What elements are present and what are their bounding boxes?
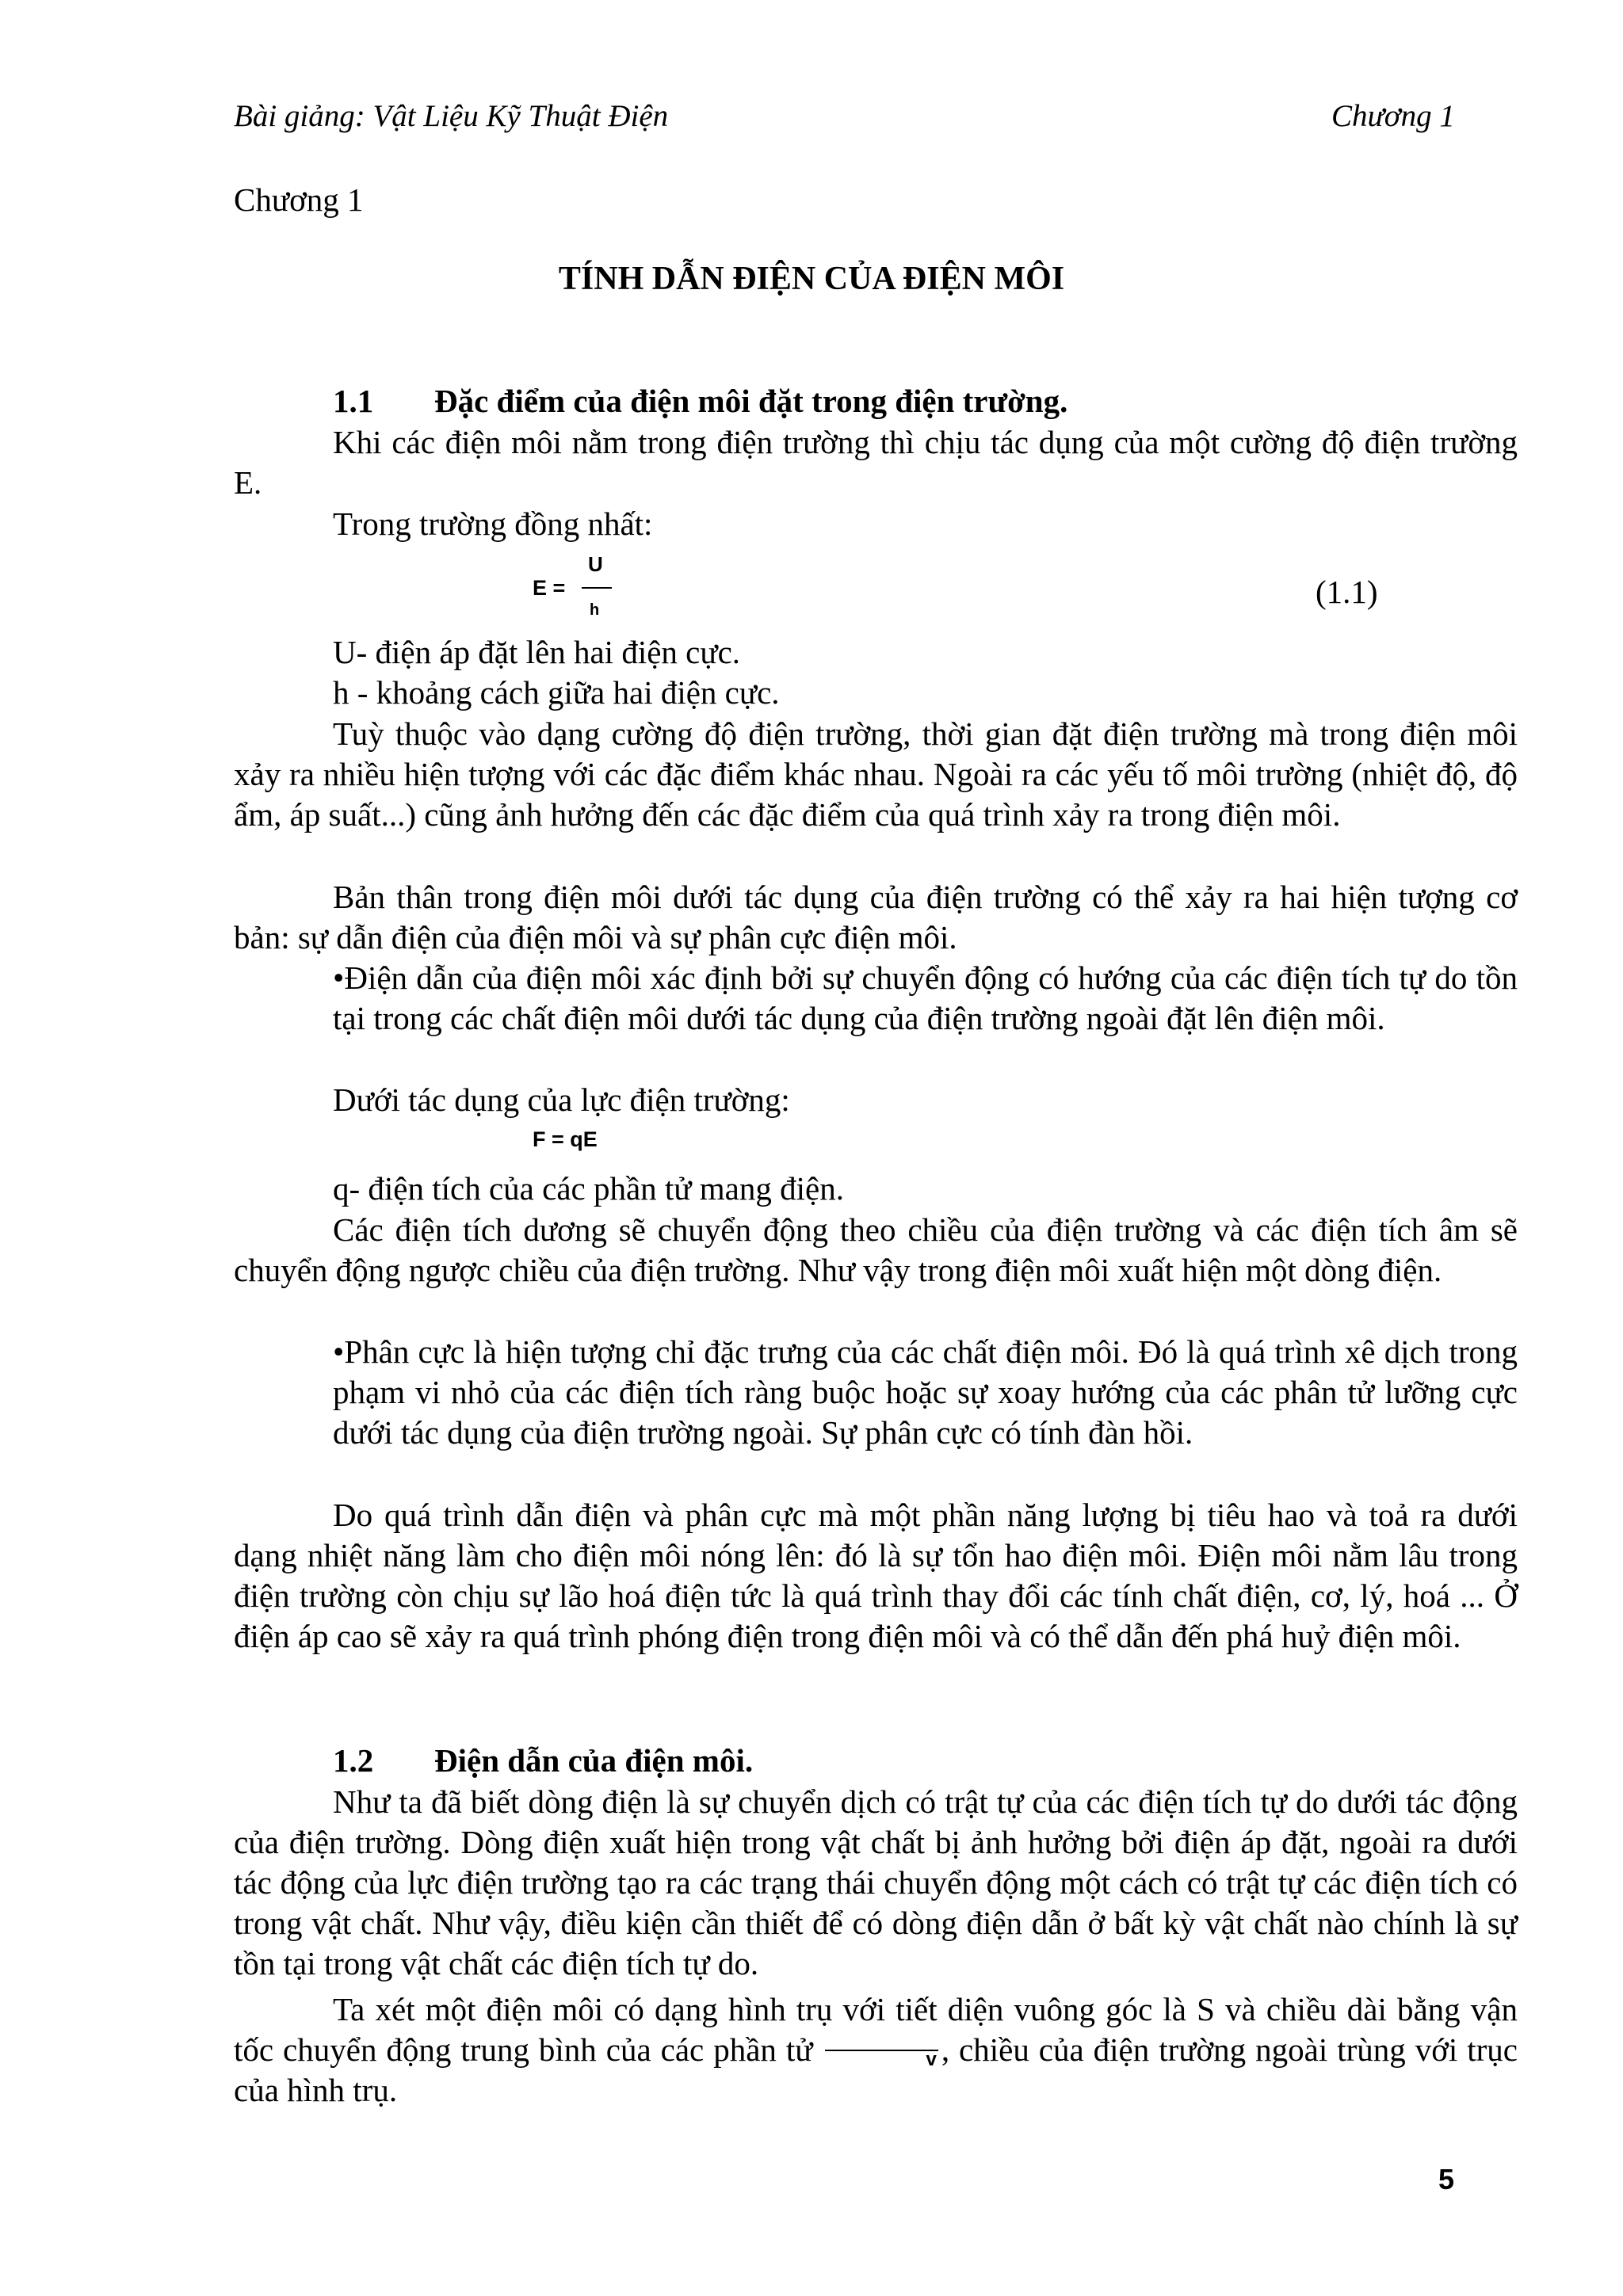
s1-paragraph-1: Khi các điện môi nằm trong điện trường thì chịu tác dụng của một cường độ điện trường E. — [234, 424, 1518, 501]
v-bar-symbol: v — [825, 2050, 938, 2069]
header-chapter: Chương 1 — [1331, 99, 1455, 133]
equation-force: F = qE — [533, 1127, 598, 1151]
page-number: 5 — [1438, 2163, 1455, 2195]
bullet-conduction: •Điện dẫn của điện môi xác định bởi sự chuyển động có hướng của các điện tích tự do tồn tại trong các chất điện môi dưới tác dụng của điện trường ngoài đặt lên điện môi. — [333, 959, 1518, 1036]
chapter-label: Chương 1 — [234, 181, 364, 218]
equation-numerator: U — [588, 552, 603, 576]
s2-paragraph-1: Như ta đã biết dòng điện là sự chuyển dịch có trật tự của các điện tích tự do dưới tác động của điện trường. Dòng điện xuất hiện trong vật chất bị ảnh hưởng bởi điện áp đặt, ngoài ra dưới tác động của lực điện trường tạo ra các trạng thái chuyển động một cách có trật tự các điện tích có trong vật chất. Như vậy, điều kiện cần thiết để có dòng điện dẫn ở bất kỳ vật chất nào chính là sự tồn tại trong vật chất các điện tích tự do. — [234, 1783, 1518, 1981]
section-2-title: Điện dẫn của điện môi. — [434, 1742, 754, 1779]
s1-paragraph-4: Bản thân trong điện môi dưới tác dụng của điện trường có thể xảy ra hai hiện tượng cơ bản: sự dẫn điện của điện môi và sự phân cực điện môi. — [234, 879, 1518, 955]
s1-paragraph-uniform: Trong trường đồng nhất: — [333, 505, 653, 542]
section-1-title: Đặc điểm của điện môi đặt trong điện trường. — [434, 383, 1068, 419]
s1-paragraph-7: Do quá trình dẫn điện và phân cực mà một phần năng lượng bị tiêu hao và toả ra dưới dạng nhiệt năng làm cho điện môi nóng lên: đó là sự tổn hao điện môi. Điện môi nằm lâu trong điện trường còn chịu sự lão hoá điện tức là quá trình thay đổi các tính chất điện, cơ, lý, hoá ... Ở điện áp cao sẽ xảy ra quá trình phóng điện trong điện môi và có thể dẫn đến phá huỷ điện môi. — [234, 1497, 1518, 1654]
s2-paragraph-2 — [234, 1989, 1518, 2111]
def-h: h - khoảng cách giữa hai điện cực. — [333, 674, 780, 711]
chapter-title: TÍNH DẪN ĐIỆN CỦA ĐIỆN MÔI — [558, 261, 1065, 297]
s2-paragraph-2-text-b: , chiều của điện trường ngoài trùng với trục của hình trụ. — [234, 2031, 1518, 2108]
s1-paragraph-6: Các điện tích dương sẽ chuyển động theo chiều của điện trường và các điện tích âm sẽ chuyển động ngược chiều của điện trường. Như vậy trong điện môi xuất hiện một dòng điện. — [234, 1211, 1518, 1288]
s1-paragraph-force: Dưới tác dụng của lực điện trường: — [333, 1081, 790, 1118]
equation-lhs: E = — [533, 576, 566, 600]
equation-label-1-1: (1.1) — [1316, 574, 1378, 610]
bullet-polarization: •Phân cực là hiện tượng chỉ đặc trưng của các chất điện môi. Đó là quá trình xê dịch trong phạm vi nhỏ của các điện tích ràng buộc hoặc sự xoay hướng của các phân tử lưỡng cực dưới tác dụng của điện trường ngoài. Sự phân cực có tính đàn hồi. — [333, 1333, 1518, 1451]
header-course-title: Bài giảng: Vật Liệu Kỹ Thuật Điện — [234, 99, 669, 133]
s1-paragraph-3: Tuỳ thuộc vào dạng cường độ điện trường, thời gian đặt điện trường mà trong điện môi xảy ra nhiều hiện tượng với các đặc điểm khác nhau. Ngoài ra các yếu tố môi trường (nhiệt độ, độ ẩm, áp suất...) cũng ảnh hưởng đến các đặc điểm của quá trình xảy ra trong điện môi. — [234, 715, 1518, 833]
fraction-bar — [582, 587, 612, 589]
equation-1-1 — [533, 552, 620, 631]
section-2-number: 1.2 — [333, 1742, 374, 1779]
def-q: q- điện tích của các phần tử mang điện. — [333, 1170, 844, 1207]
def-u: U- điện áp đặt lên hai điện cực. — [333, 634, 741, 670]
s2-paragraph-2-text-a: Ta xét một điện môi có dạng hình trụ với tiết diện vuông góc là S và chiều dài bằng vận tốc chuyển động trung bình của các phần tử — [234, 1991, 1518, 2068]
equation-denominator: h — [590, 601, 600, 619]
section-1-number: 1.1 — [333, 383, 374, 419]
